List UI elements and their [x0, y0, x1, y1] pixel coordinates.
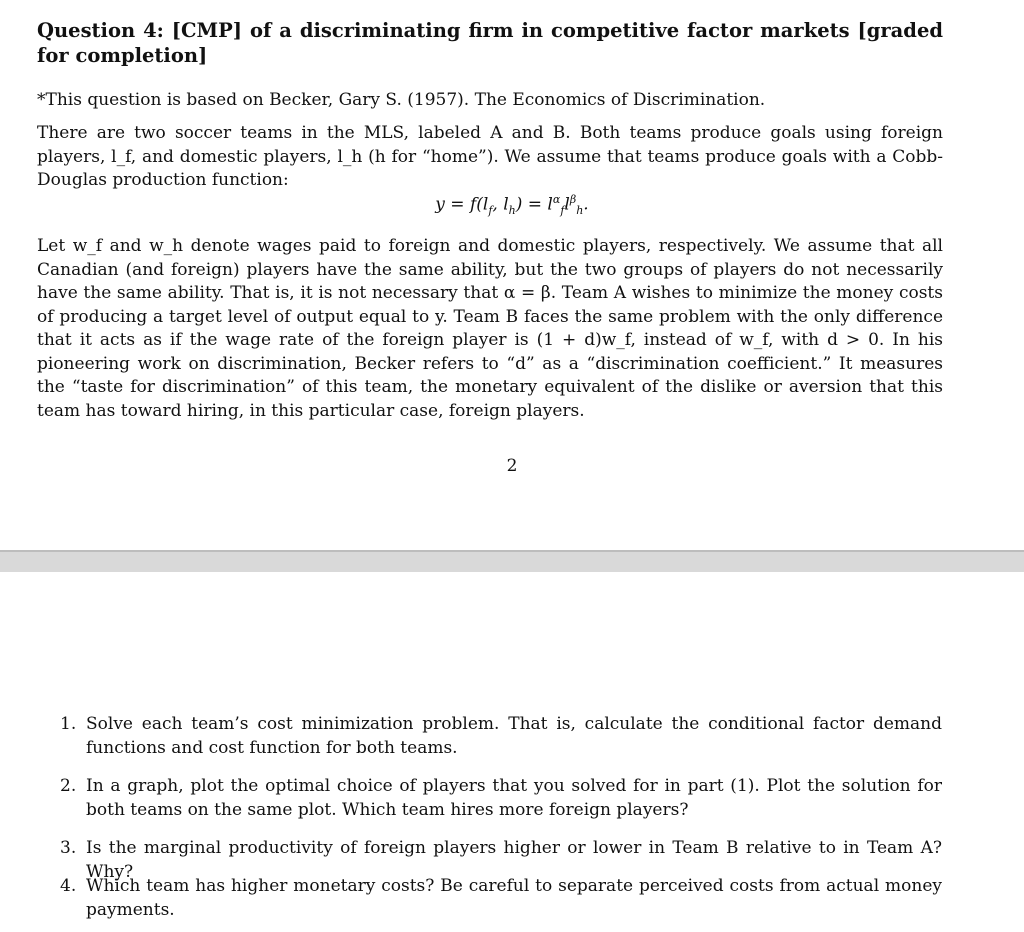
page-separator — [0, 550, 1024, 572]
list-item-number: 2. — [60, 776, 77, 796]
eq-alpha: α — [552, 193, 561, 206]
eq-comma: , l — [492, 194, 509, 215]
list-item-number: 3. — [60, 838, 77, 858]
eq-rhs: ) = l — [515, 194, 553, 215]
list-item-text: In a graph, plot the optimal choice of players that you solved for in part (1). Plot the solution for both teams on the same plot. Which team hires more foreign players? — [86, 776, 942, 820]
citation-note: *This question is based on Becker, Gary S. (1957). The Economics of Discrimination. — [37, 90, 766, 110]
list-item-number: 4. — [60, 876, 77, 896]
list-item-text: Solve each team’s cost minimization problem. That is, calculate the conditional factor demand functions and cost function for both teams. — [86, 714, 942, 758]
eq-sub-h: h — [508, 204, 516, 218]
list-item-text: Which team has higher monetary costs? Be careful to separate perceived costs from actual money payments. — [86, 876, 942, 920]
eq-beta: β — [569, 193, 577, 206]
question-title: Question 4: [CMP] of a discriminating firm in competitive factor markets [graded for completion] — [37, 19, 943, 67]
eq-lhs: y = f(l — [435, 194, 489, 215]
eq-sub-h2: h — [576, 204, 584, 218]
eq-end: . — [583, 194, 589, 215]
eq-sub-f: f — [488, 204, 493, 218]
wages-paragraph: Let w_f and w_h denote wages paid to foreign and domestic players, respectively. We assume that all Canadian (and foreign) players have the same ability, but the two groups of players do not necessarily have the same ability. That is, it is not necessary that α = β. Team A wishes to minimize the money costs of producing a target level of output equal to y. Team B faces the same problem with the only difference that it acts as if the wage rate of the foreign player is (1 + d)w_f, instead of w_f, with d > 0. In his pioneering work on discrimination, Becker refers to “d” as a “discrimination coefficient.” It measures the “taste for discrimination” of this team, the monetary equivalent of the dislike or aversion that this team has toward hiring, in this particular case, foreign players. — [37, 236, 943, 421]
production-function-equation — [0, 193, 1024, 217]
list-item-text: Is the marginal productivity of foreign players higher or lower in Team B relative to in Team A? Why? — [86, 838, 942, 882]
eq-sub-f2: f — [560, 204, 565, 218]
list-item-number: 1. — [60, 714, 77, 734]
eq-l2: l — [564, 194, 570, 215]
document-page-2 — [0, 572, 1024, 932]
page-number: 2 — [506, 456, 518, 476]
intro-paragraph: There are two soccer teams in the MLS, labeled A and B. Both teams produce goals using foreign players, l_f, and domestic players, l_h (h for “home”). We assume that teams produce goals with a Cobb-Douglas production function: — [37, 123, 943, 190]
